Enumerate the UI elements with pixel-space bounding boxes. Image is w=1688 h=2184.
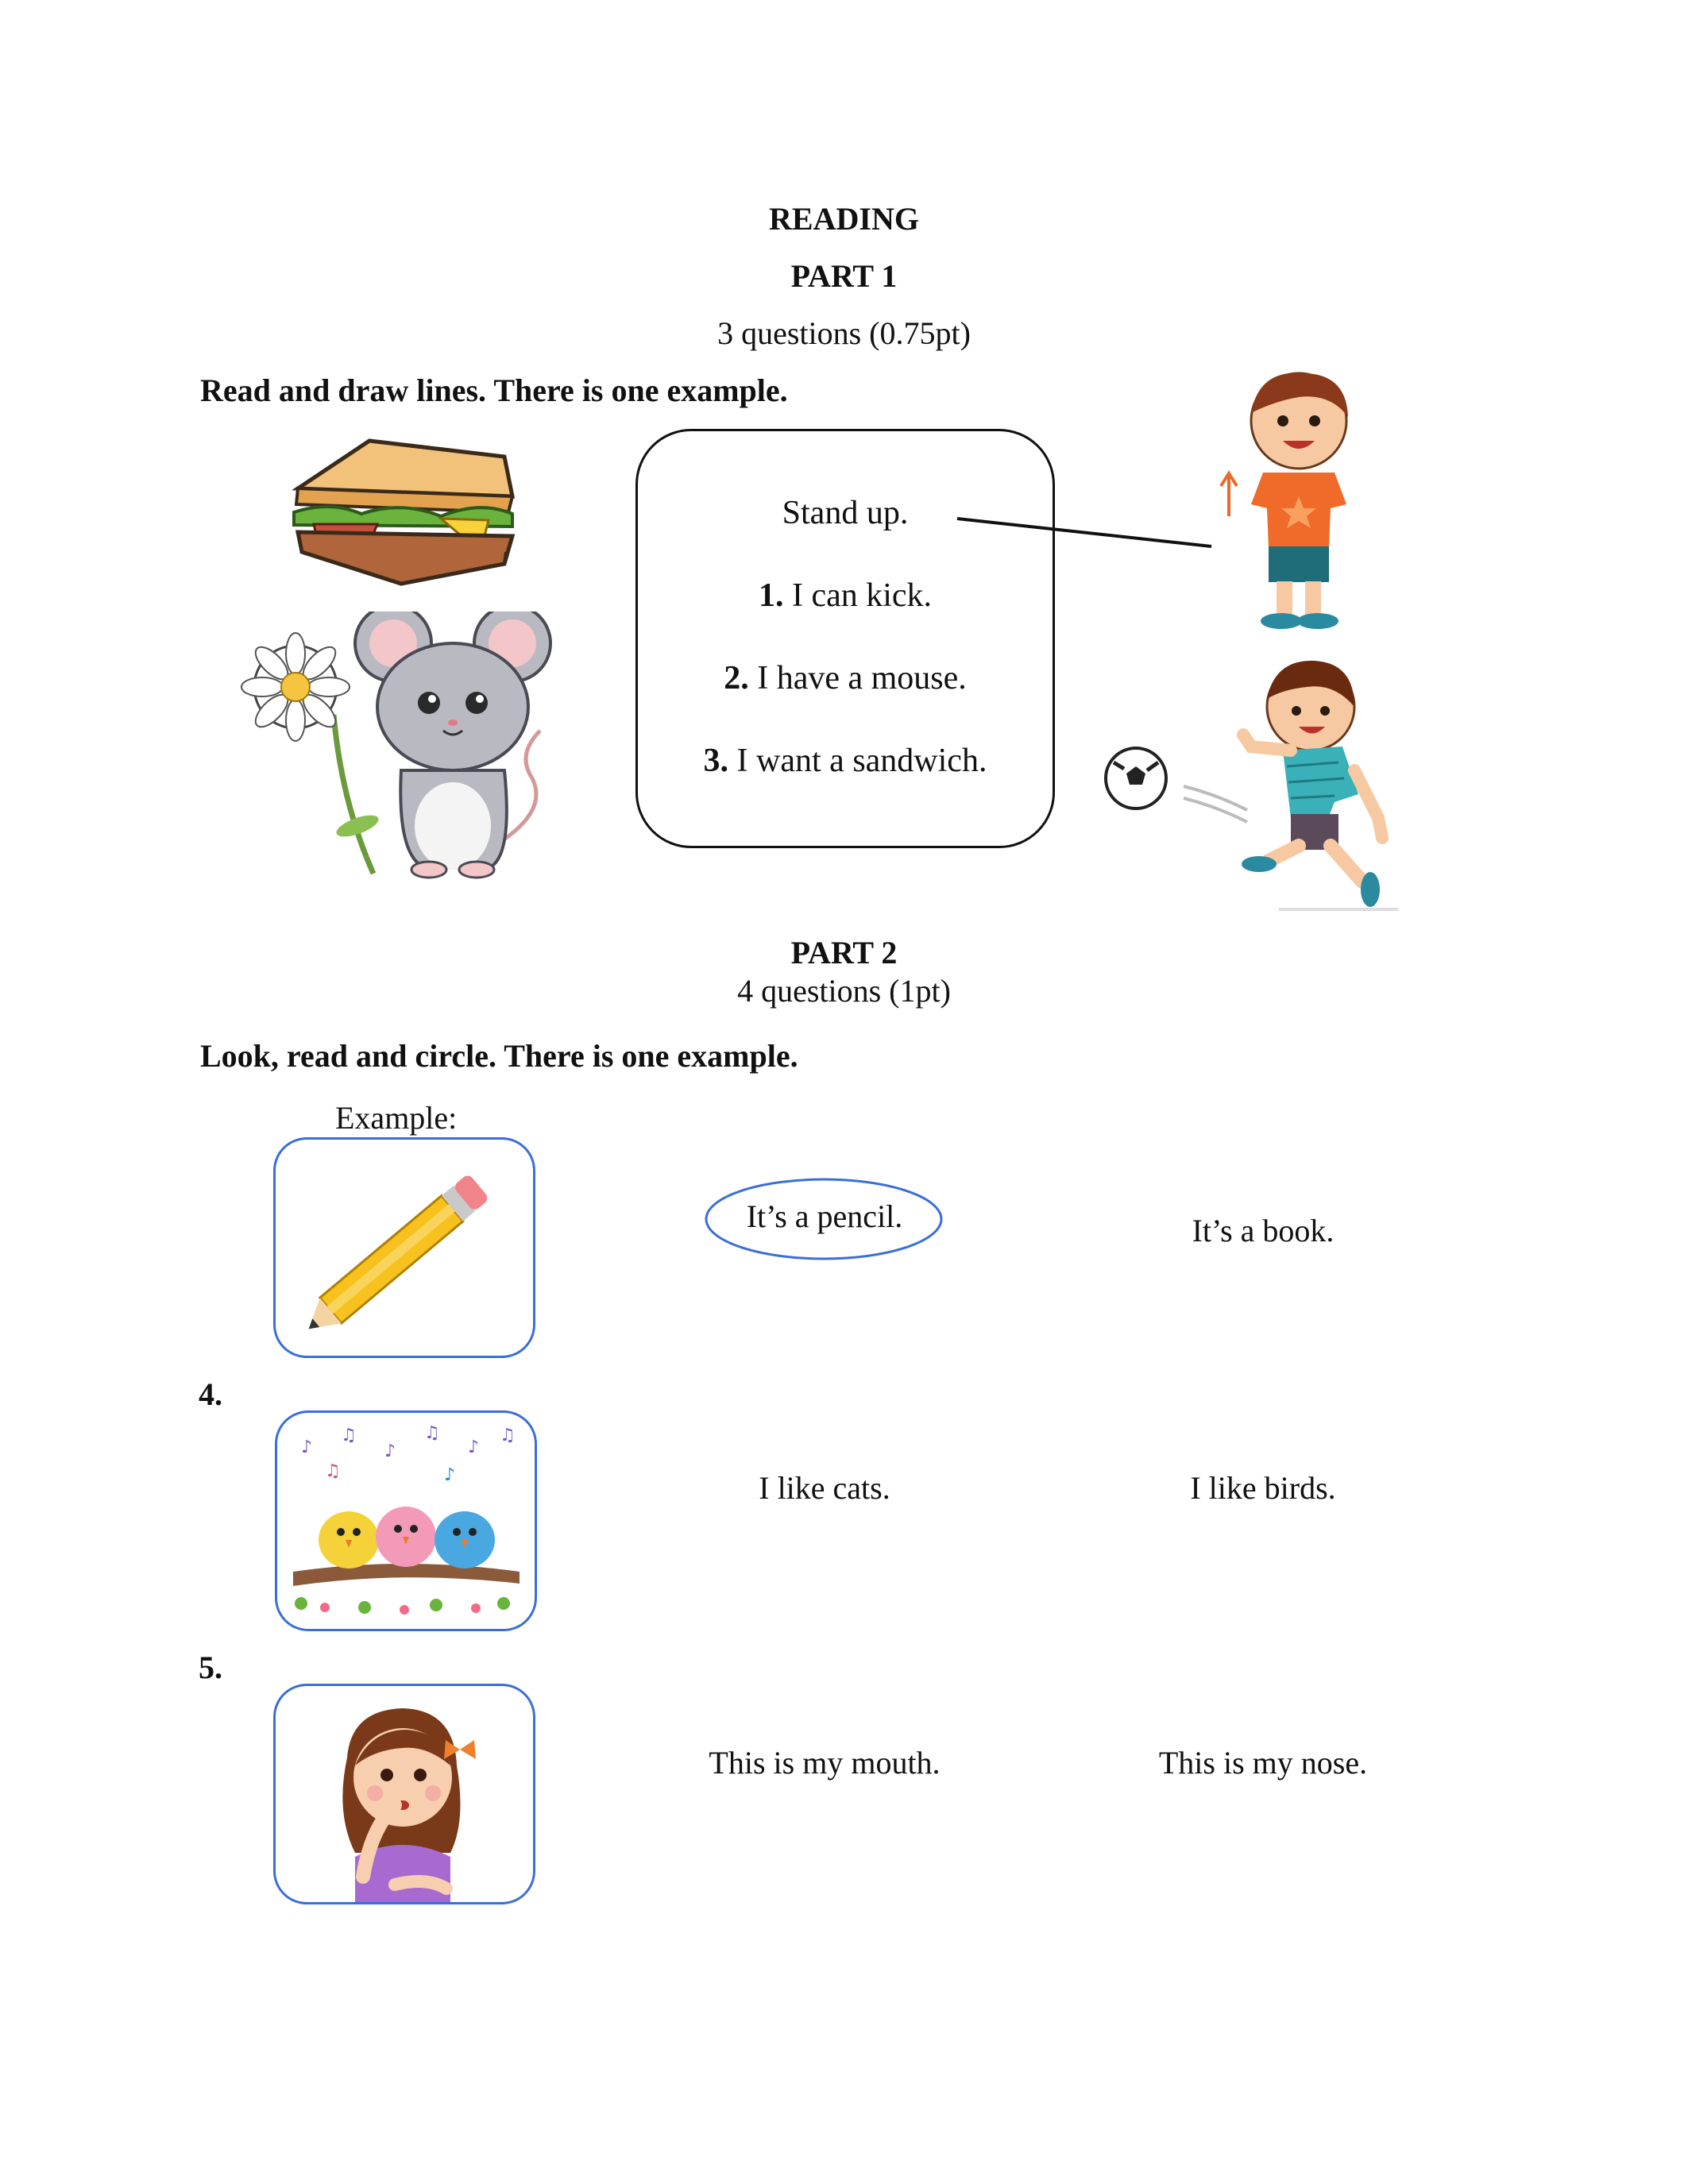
part2-instruction: Look, read and circle. There is one example. xyxy=(200,1038,798,1074)
sentence-1-number: 1. xyxy=(758,577,784,614)
question-4-option-b[interactable]: I like birds. xyxy=(1190,1470,1336,1506)
svg-text:♫: ♫ xyxy=(341,1426,357,1445)
question-5-option-b[interactable]: This is my nose. xyxy=(1158,1745,1368,1781)
svg-text:♪: ♪ xyxy=(468,1437,480,1457)
part1-heading: PART 1 xyxy=(790,258,898,294)
part2-heading: PART 2 xyxy=(790,935,898,970)
question-5-option-a[interactable]: This is my mouth. xyxy=(709,1745,941,1781)
reading-title: READING xyxy=(769,201,919,237)
example-sentence: Stand up. xyxy=(782,495,909,531)
example-answer-circle xyxy=(702,1175,945,1263)
example-option-b[interactable]: It’s a book. xyxy=(1192,1213,1335,1248)
sentence-1-text: I can kick. xyxy=(791,577,933,614)
sentence-3-number: 3. xyxy=(703,743,729,779)
svg-text:♫: ♫ xyxy=(325,1461,341,1481)
girl-picture xyxy=(273,1684,535,1904)
sentence-2-text: I have a mouse. xyxy=(757,660,967,696)
pencil-picture xyxy=(273,1137,535,1358)
svg-text:♫: ♫ xyxy=(424,1423,440,1443)
boy-kicking-image xyxy=(1096,651,1414,913)
example-label: Example: xyxy=(335,1100,458,1136)
svg-text:♪: ♪ xyxy=(444,1465,456,1485)
sentence-3-text: I want a sandwich. xyxy=(736,743,987,779)
part1-questions: 3 questions (0.75pt) xyxy=(717,315,971,351)
svg-text:♪: ♪ xyxy=(384,1441,396,1461)
question-4-option-a[interactable]: I like cats. xyxy=(759,1470,890,1506)
svg-text:♫: ♫ xyxy=(500,1426,516,1445)
birds-picture xyxy=(275,1410,537,1631)
sentence-2-number: 2. xyxy=(724,660,749,696)
part1-instruction: Read and draw lines. There is one example. xyxy=(200,372,788,408)
svg-text:♪: ♪ xyxy=(301,1437,313,1457)
example-option-a[interactable]: It’s a pencil. xyxy=(746,1198,903,1234)
boy-standing-image xyxy=(1211,365,1370,635)
question-5-number: 5. xyxy=(199,1650,222,1685)
part2-questions: 4 questions (1pt) xyxy=(737,973,951,1009)
question-4-number: 4. xyxy=(199,1376,222,1412)
